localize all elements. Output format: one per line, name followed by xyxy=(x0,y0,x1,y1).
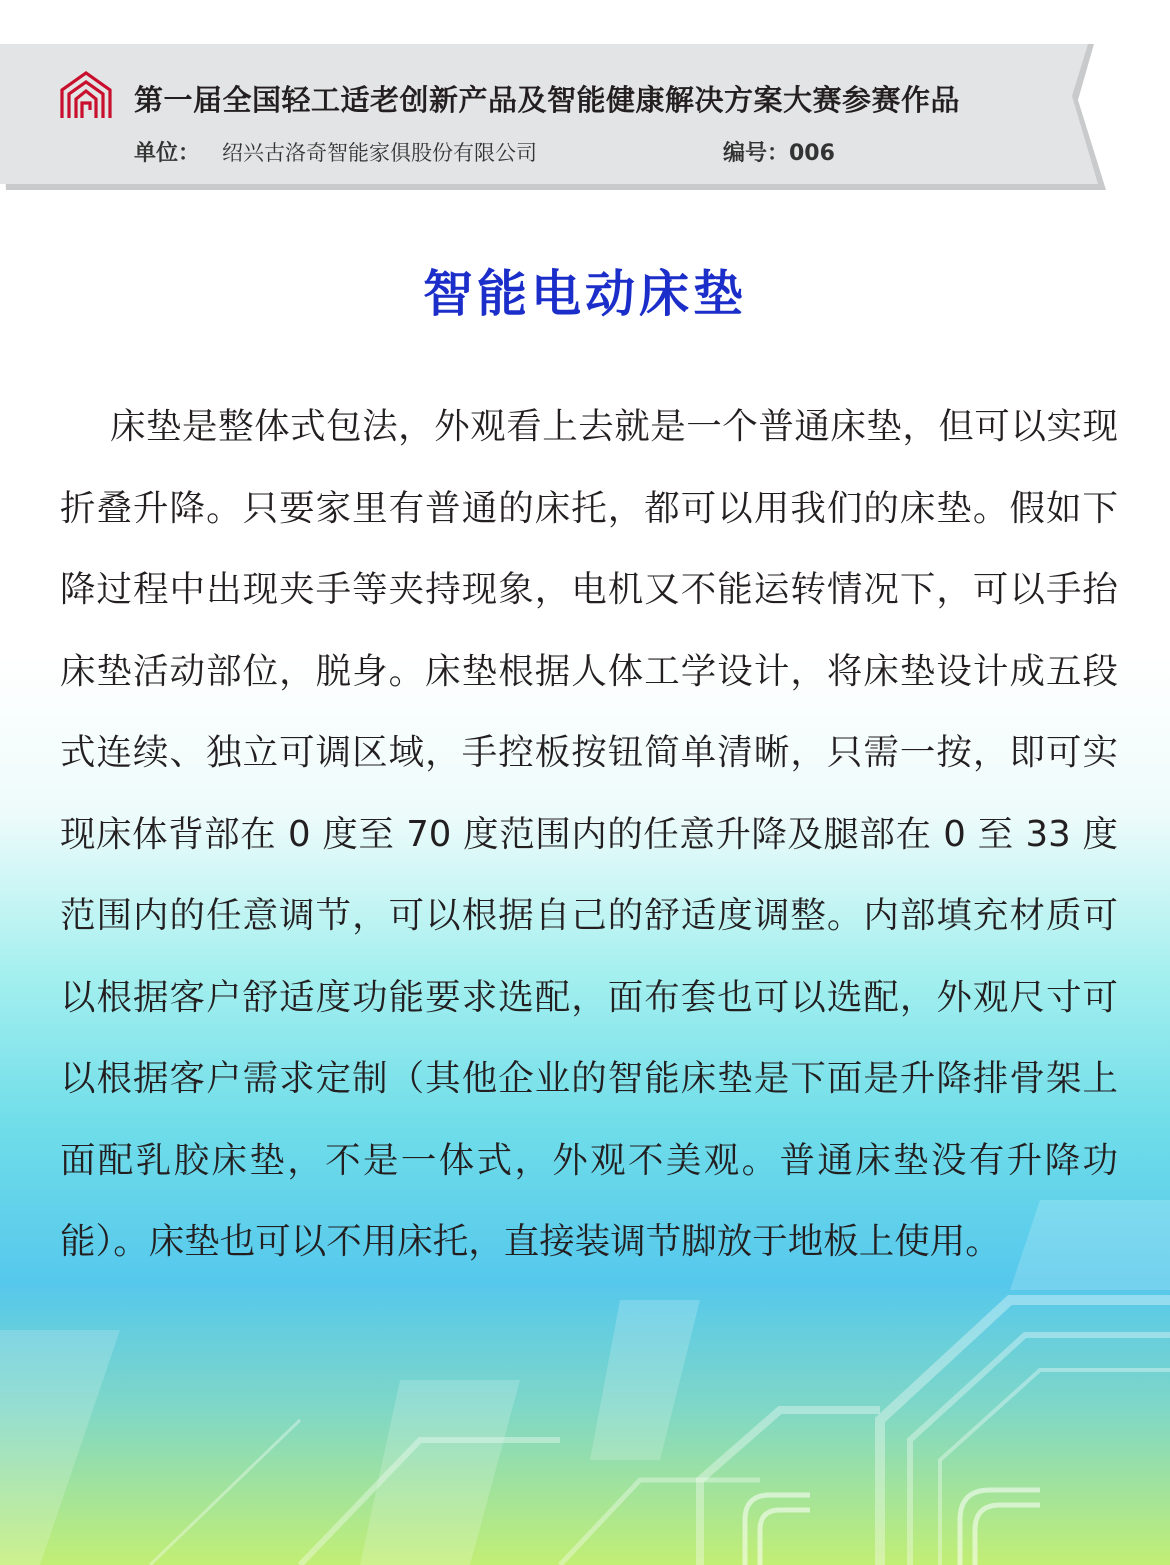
entry-code: 编号：006 xyxy=(723,141,835,166)
unit-value: 绍兴古洛奇智能家俱股份有限公司 xyxy=(222,141,537,165)
competition-title: 第一届全国轻工适老创新产品及智能健康解决方案大赛参赛作品 xyxy=(134,83,961,117)
unit-label: 单位： xyxy=(134,141,201,166)
company-logo-icon xyxy=(60,70,112,120)
page-title: 智能电动床垫 xyxy=(423,265,747,323)
body-paragraph: 床垫是整体式包法，外观看上去就是一个普通床垫，但可以实现折叠升降。只要家里有普通的床托，都可以用我们的床垫。假如下降过程中出现夹手等夹持现象，电机又不能运转情况下，可以手抬床垫活动部位，脱身。床垫根据人体工学设计，将床垫设计成五段式连续、独立可调区域，手控板按钮简单清晰，只需一按，即可实现床体背部在 0 度至 70 度范围内的任意升降及腿部在 0 至 33 度范围内的任意调节，可以根据自己的舒适度调整。内部填充材质可以根据客户舒适度功能要求选配，面布套也可以选配，外观尺寸可以根据客户需求定制（其他企业的智能床垫是下面是升降排骨架上面配乳胶床垫，不是一体式，外观不美观。普通床垫没有升降功能）。床垫也可以不用床托，直接装调节脚放于地板上使用。 xyxy=(60,406,1118,1262)
